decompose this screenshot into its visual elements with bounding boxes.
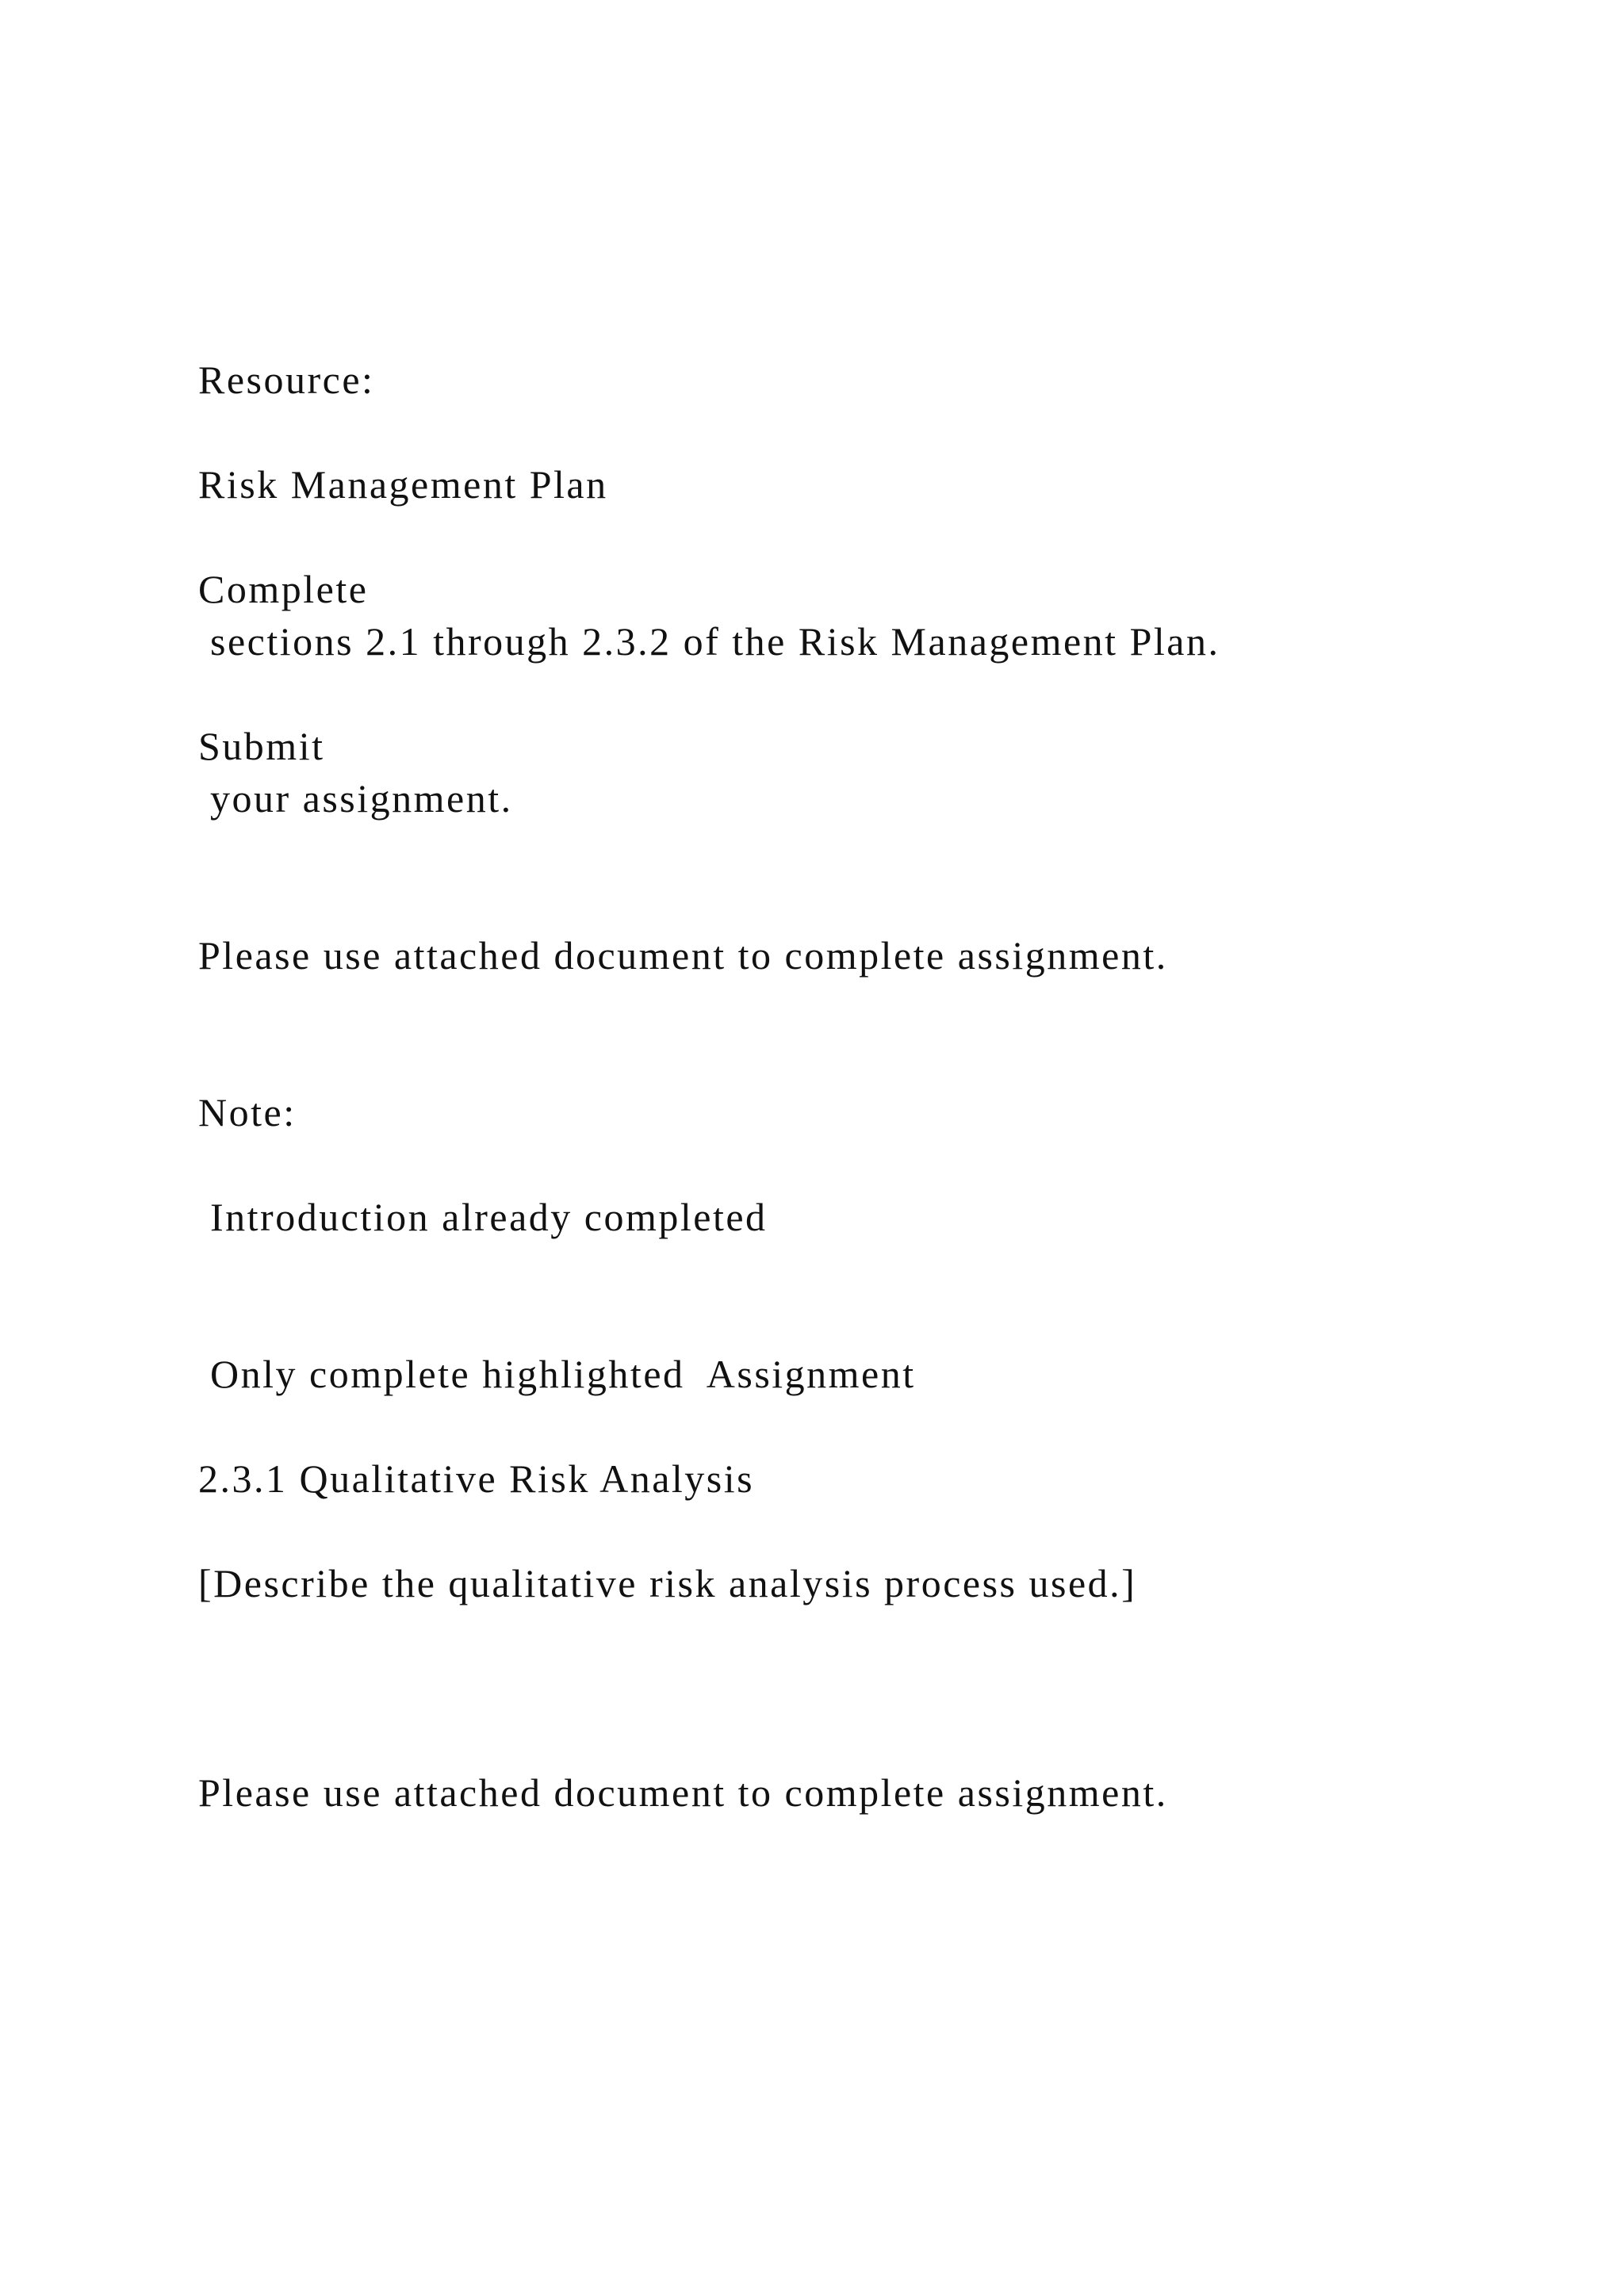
introduction-note: Introduction already completed xyxy=(198,1195,768,1239)
highlighted-assignment-note: Only complete highlighted Assignment xyxy=(198,1352,916,1396)
resource-title: Risk Management Plan xyxy=(198,462,608,507)
submit-heading: Submit xyxy=(198,724,325,768)
attached-document-note: Please use attached document to complete assignment. xyxy=(198,933,1168,978)
section-heading: 2.3.1 Qualitative Risk Analysis xyxy=(198,1456,755,1501)
complete-heading: Complete xyxy=(198,567,369,611)
section-placeholder: [Describe the qualitative risk analysis process used.] xyxy=(198,1561,1137,1605)
attached-document-note-final: Please use attached document to complete assignment. xyxy=(198,1770,1168,1815)
submit-instruction: your assignment. xyxy=(198,776,513,821)
resource-label: Resource: xyxy=(198,358,375,402)
complete-instruction: sections 2.1 through 2.3.2 of the Risk Management Plan. xyxy=(198,619,1220,664)
note-label: Note: xyxy=(198,1090,297,1135)
